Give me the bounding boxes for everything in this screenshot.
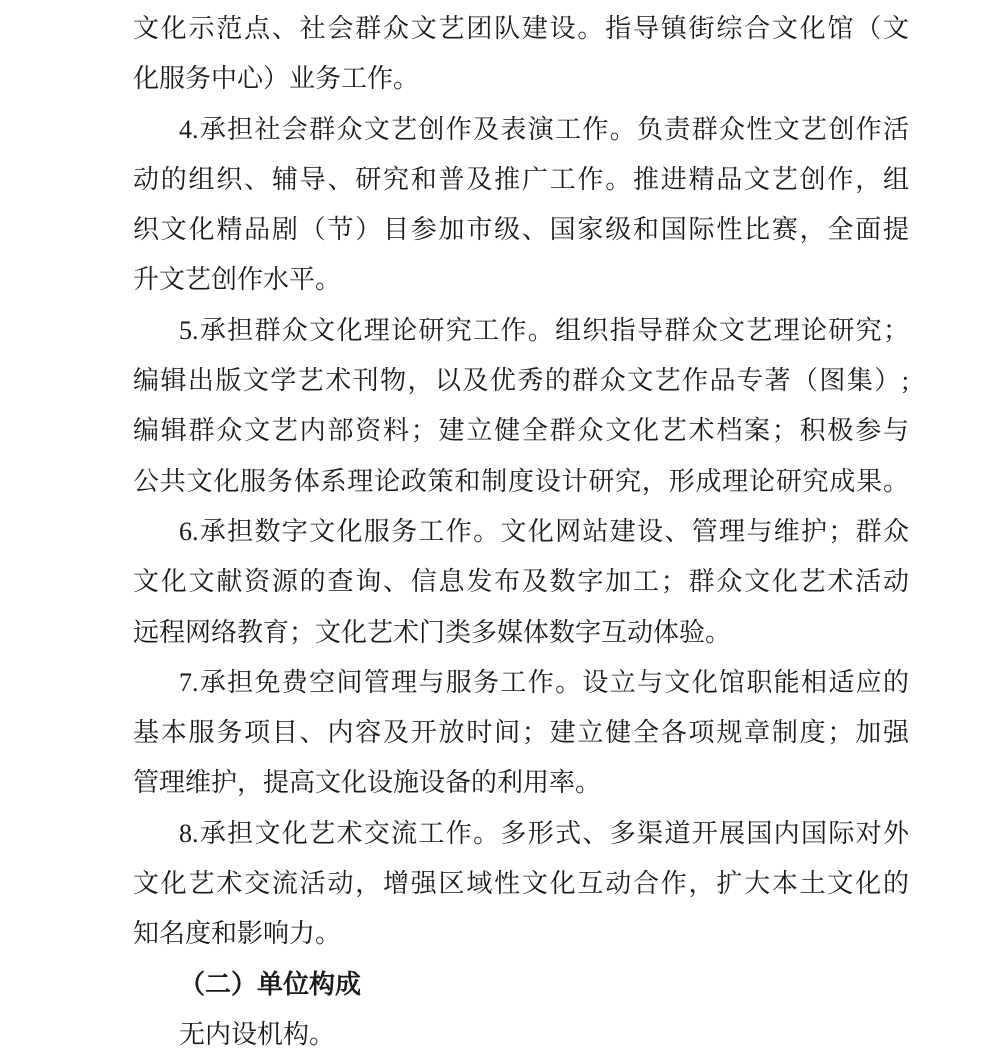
paragraph-line: 织文化精品剧（节）目参加市级、国家级和国际性比赛，全面提 xyxy=(133,215,909,245)
paragraph-line: 5.承担群众文化理论研究工作。组织指导群众文艺理论研究； xyxy=(179,315,909,345)
paragraph-line: 化服务中心）业务工作。 xyxy=(133,64,420,94)
paragraph-line: 文化文献资源的查询、信息发布及数字加工；群众文化艺术活动 xyxy=(133,567,909,597)
paragraph-line: 编辑出版文学艺术刊物，以及优秀的群众文艺作品专著（图集）; xyxy=(133,366,909,396)
paragraph-line: 6.承担数字文化服务工作。文化网站建设、管理与维护；群众 xyxy=(179,516,909,546)
paragraph-line: 4.承担社会群众文艺创作及表演工作。负责群众性文艺创作活 xyxy=(179,114,909,144)
paragraph-line: 升文艺创作水平。 xyxy=(133,265,342,295)
paragraph-line: 动的组织、辅导、研究和普及推广工作。推进精品文艺创作，组 xyxy=(133,164,909,194)
paragraph-line: 公共文化服务体系理论政策和制度设计研究，形成理论研究成果。 xyxy=(133,466,909,496)
paragraph-line: 8.承担文化艺术交流工作。多形式、多渠道开展国内国际对外 xyxy=(179,818,909,848)
paragraph-line: 知名度和影响力。 xyxy=(133,919,342,949)
section-heading-line: （二）单位构成 xyxy=(179,969,362,999)
paragraph-line: 文化示范点、社会群众文艺团队建设。指导镇街综合文化馆（文 xyxy=(133,14,909,43)
paragraph-line: 远程网络教育；文化艺术门类多媒体数字互动体验。 xyxy=(133,617,732,647)
paragraph-line: 管理维护，提高文化设施设备的利用率。 xyxy=(133,768,602,798)
paragraph-line: 编辑群众文艺内部资料；建立健全群众文化艺术档案；积极参与 xyxy=(133,416,909,446)
paragraph-line: 无内设机构。 xyxy=(179,1019,336,1049)
document-text-block xyxy=(133,4,909,1060)
paragraph-line: 文化艺术交流活动，增强区域性文化互动合作，扩大本土文化的 xyxy=(133,869,909,899)
paragraph-line: 基本服务项目、内容及开放时间；建立健全各项规章制度；加强 xyxy=(133,718,909,748)
paragraph-line: 7.承担免费空间管理与服务工作。设立与文化馆职能相适应的 xyxy=(179,667,909,697)
